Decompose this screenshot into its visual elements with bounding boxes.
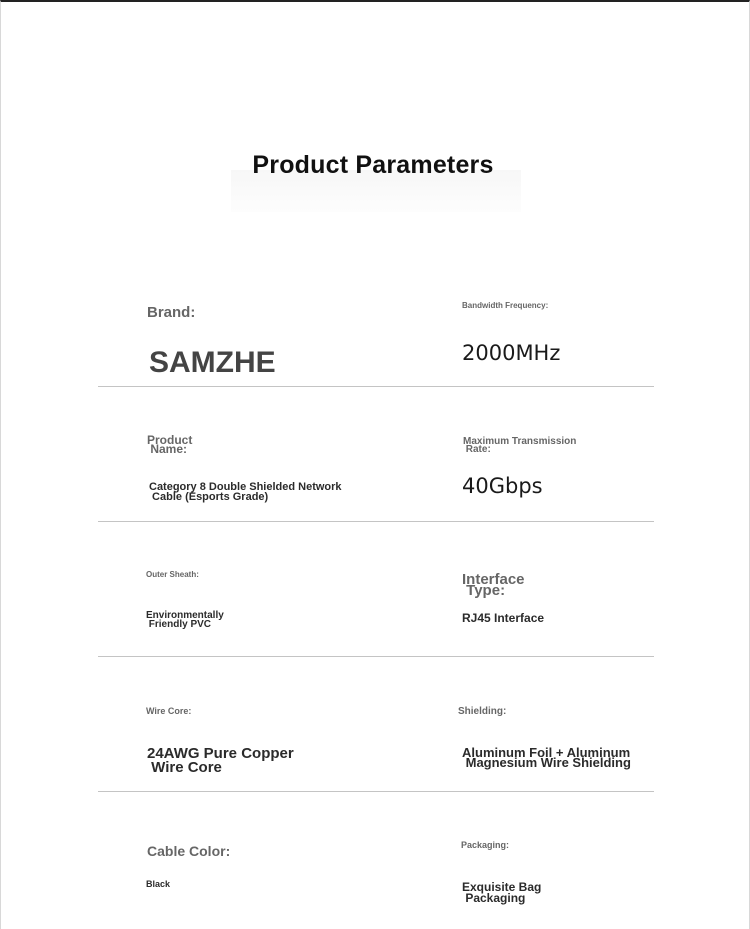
outer-sheath-value: Environmentally Friendly PVC — [146, 610, 224, 630]
outer-sheath-label: Outer Sheath: — [146, 570, 199, 579]
shielding-label: Shielding: — [458, 706, 507, 717]
packaging-label: Packaging: — [461, 840, 510, 850]
interface-type-label: Interface Type: — [462, 571, 525, 599]
interface-type-value: RJ45 Interface — [462, 611, 545, 625]
max-transmission-rate-label: Maximum Transmission Rate: — [463, 436, 577, 455]
packaging-value: Exquisite Bag Packaging — [462, 880, 542, 905]
shielding-value: Aluminum Foil + Aluminum Magnesium Wire Shielding — [462, 745, 631, 770]
wire-core-value: 24AWG Pure Copper Wire Core — [147, 745, 294, 776]
product-name-label: Product Name: — [147, 433, 193, 456]
cable-color-value: Black — [146, 879, 171, 889]
page-title: Product Parameters — [252, 150, 494, 179]
brand-label: Brand: — [147, 304, 196, 321]
max-transmission-rate-value: 40Gbps — [462, 474, 543, 498]
divider-1 — [98, 386, 654, 387]
divider-2 — [98, 521, 654, 522]
cable-color-label: Cable Color: — [147, 843, 231, 859]
bandwidth-frequency-value: 2000MHz — [462, 341, 561, 365]
product-name-value: Category 8 Double Shielded Network Cable (Esports Grade) — [149, 481, 342, 503]
divider-3 — [98, 656, 654, 657]
bandwidth-frequency-label: Bandwidth Frequency: — [462, 301, 549, 310]
brand-value: SAMZHE — [149, 346, 276, 379]
divider-4 — [98, 791, 654, 792]
wire-core-label: Wire Core: — [146, 706, 192, 716]
